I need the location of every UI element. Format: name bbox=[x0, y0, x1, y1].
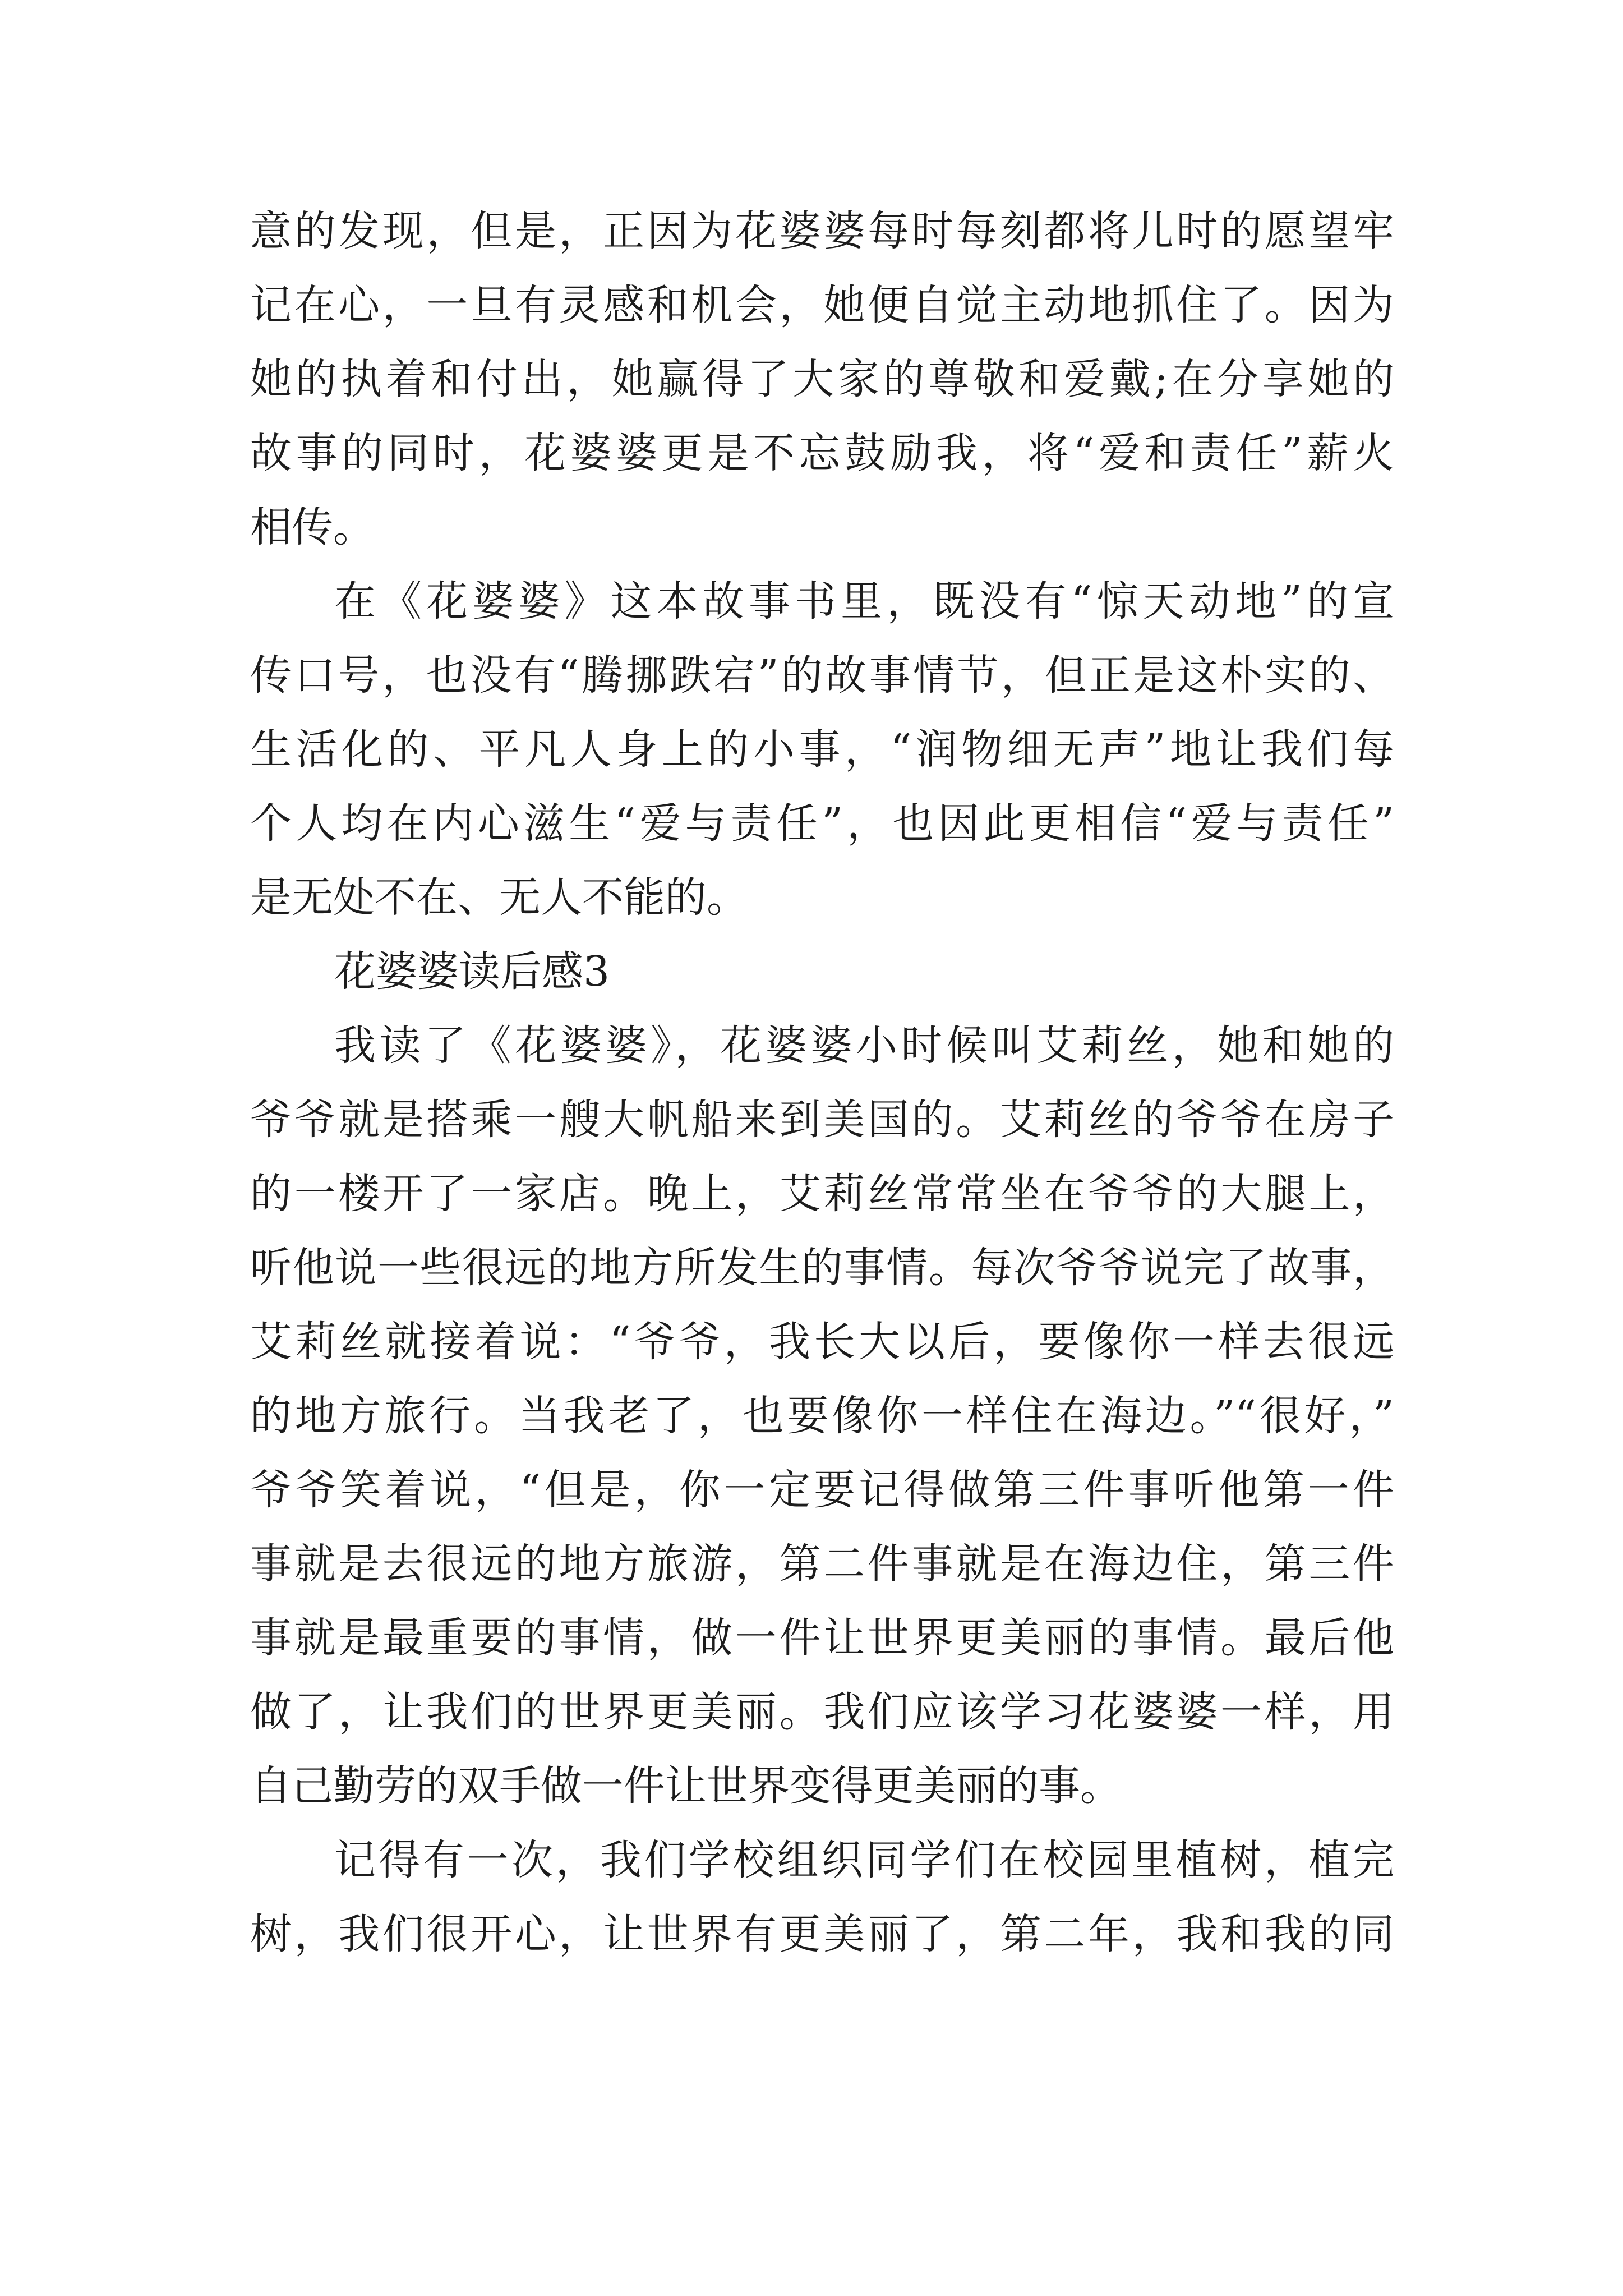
text-line: 爷爷就是搭乘一艘大帆船来到美国的。艾莉丝的爷爷在房子 bbox=[250, 1096, 1394, 1144]
text-line: 意的发现，但是，正因为花婆婆每时每刻都将儿时的愿望牢 bbox=[250, 207, 1394, 255]
text-line: 的地方旅行。当我老了，也要像你一样住在海边。”“很好，” bbox=[250, 1392, 1394, 1440]
text-line: 爷爷笑着说，“但是，你一定要记得做第三件事听他第一件 bbox=[250, 1466, 1394, 1514]
text-line: 是无处不在、无人不能的。 bbox=[250, 873, 748, 922]
text-line: 故事的同时，花婆婆更是不忘鼓励我，将“爱和责任”薪火 bbox=[250, 429, 1394, 477]
text-line: 记在心，一旦有灵感和机会，她便自觉主动地抓住了。因为 bbox=[250, 281, 1394, 329]
text-line: 相传。 bbox=[250, 503, 375, 551]
text-line: 树，我们很开心，让世界有更美丽了，第二年，我和我的同 bbox=[250, 1910, 1394, 1958]
paragraph-first-line: 在《花婆婆》这本故事书里，既没有“惊天动地”的宣 bbox=[334, 577, 1394, 625]
text-line: 传口号，也没有“腾挪跌宕”的故事情节，但正是这朴实的、 bbox=[250, 651, 1394, 700]
section-heading: 花婆婆读后感3 bbox=[334, 947, 610, 996]
text-line: 自己勤劳的双手做一件让世界变得更美丽的事。 bbox=[250, 1762, 1122, 1810]
text-line: 事就是去很远的地方旅游，第二件事就是在海边住，第三件 bbox=[250, 1540, 1394, 1588]
text-line: 生活化的、平凡人身上的小事，“润物细无声”地让我们每 bbox=[250, 725, 1394, 774]
text-line: 的一楼开了一家店。晚上，艾莉丝常常坐在爷爷的大腿上， bbox=[250, 1170, 1394, 1218]
text-line: 个人均在内心滋生“爱与责任”，也因此更相信“爱与责任” bbox=[250, 799, 1394, 848]
text-line: 做了，让我们的世界更美丽。我们应该学习花婆婆一样，用 bbox=[250, 1688, 1394, 1736]
paragraph-first-line: 我读了《花婆婆》，花婆婆小时候叫艾莉丝，她和她的 bbox=[334, 1022, 1394, 1070]
text-line: 听他说一些很远的地方所发生的事情。每次爷爷说完了故事， bbox=[250, 1244, 1394, 1292]
text-line: 艾莉丝就接着说：“爷爷，我长大以后，要像你一样去很远 bbox=[250, 1318, 1394, 1366]
text-line: 她的执着和付出，她赢得了大家的尊敬和爱戴;在分享她的 bbox=[250, 355, 1394, 403]
text-line: 事就是最重要的事情，做一件让世界更美丽的事情。最后他 bbox=[250, 1614, 1394, 1662]
paragraph-first-line: 记得有一次，我们学校组织同学们在校园里植树，植完 bbox=[334, 1836, 1394, 1884]
